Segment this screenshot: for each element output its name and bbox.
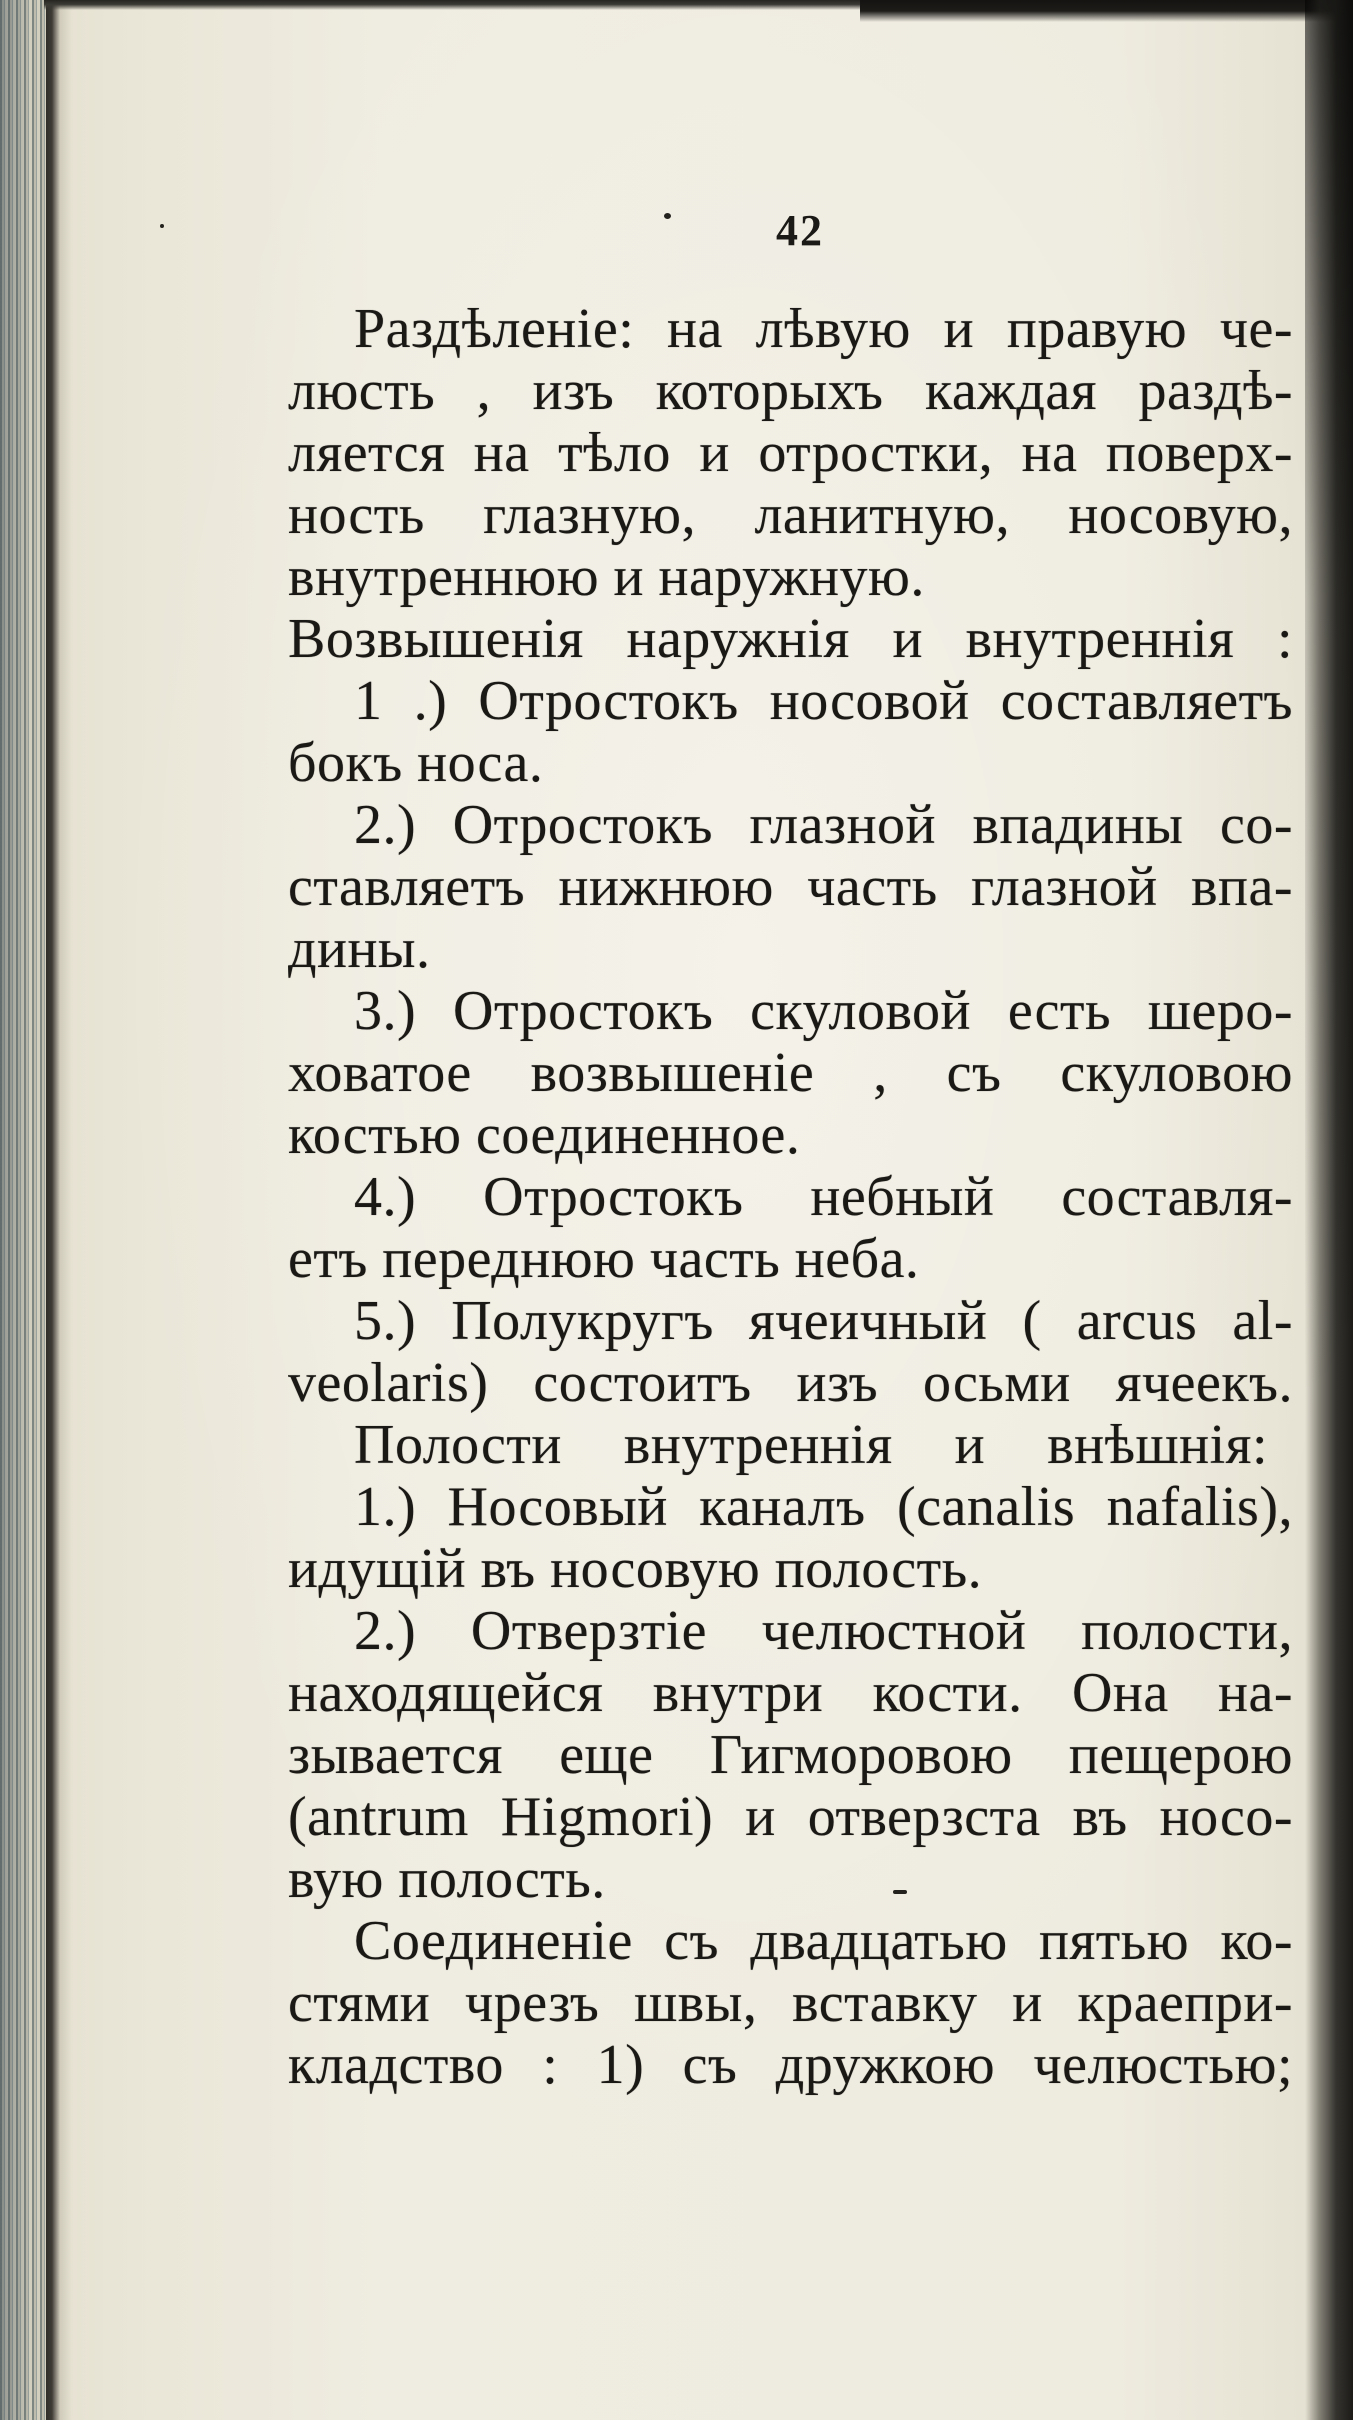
text-line: зывается еще Гигморовою пещерою bbox=[288, 1724, 1293, 1786]
text-line: 5.) Полукругъ ячеичный ( arcus al- bbox=[354, 1290, 1293, 1352]
text-line: ляется на тѣло и отростки, на поверх- bbox=[288, 422, 1293, 484]
page-stack-edge bbox=[0, 0, 50, 2420]
paragraph bbox=[288, 1600, 1293, 1910]
text-line: идущій въ носовую полость. bbox=[288, 1538, 983, 1600]
text-line: ность глазную, ланитную, носовую, bbox=[288, 484, 1293, 546]
text-line: находящейся внутри кости. Она на- bbox=[288, 1662, 1293, 1724]
text-line: Полости внутреннія и внѣшнія: bbox=[354, 1414, 1268, 1476]
text-line: 2.) Отверзтіе челюстной полости, bbox=[354, 1600, 1293, 1662]
ink-speck bbox=[160, 224, 164, 228]
paragraph bbox=[288, 1476, 1293, 1600]
text-line: 1 .) Отростокъ носовой составляетъ bbox=[354, 670, 1293, 732]
text-line: Раздѣленіе: на лѣвую и правую че- bbox=[354, 298, 1293, 360]
text-line: 2.) Отростокъ глазной впадины со- bbox=[354, 794, 1293, 856]
text-line: veolaris) состоитъ изъ осьми ячеекъ. bbox=[288, 1352, 1293, 1414]
right-edge-shadow bbox=[1305, 0, 1353, 2420]
text-line: (antrum Higmori) и отверзста въ носо- bbox=[288, 1786, 1293, 1848]
paragraph bbox=[288, 794, 1293, 980]
text-line: вую полость. bbox=[288, 1848, 606, 1910]
body-text bbox=[288, 298, 1293, 2096]
text-line: етъ переднюю часть неба. bbox=[288, 1228, 920, 1290]
subheading bbox=[288, 1414, 1293, 1476]
paragraph bbox=[288, 298, 1293, 608]
top-right-corner-shadow bbox=[860, 0, 1353, 22]
text-line: ховатое возвышеніе , съ скуловою bbox=[288, 1042, 1293, 1104]
text-line: кладство : 1) съ дружкою челюстью; bbox=[288, 2034, 1293, 2096]
paragraph bbox=[288, 1290, 1293, 1414]
page-number: 42 bbox=[776, 206, 824, 255]
ink-speck bbox=[664, 213, 671, 219]
text-line: дины. bbox=[288, 918, 431, 980]
text-line: стями чрезъ швы, вставку и краепри- bbox=[288, 1972, 1293, 2034]
text-line: 3.) Отростокъ скуловой есть шеро- bbox=[354, 980, 1293, 1042]
text-line: бокъ носа. bbox=[288, 732, 544, 794]
text-line: костью соединенное. bbox=[288, 1104, 801, 1166]
paragraph bbox=[288, 980, 1293, 1166]
paragraph bbox=[288, 670, 1293, 794]
text-line: ставляетъ нижнюю часть глазной впа- bbox=[288, 856, 1293, 918]
text-line: 1.) Носовый каналъ (canalis nafalis), bbox=[354, 1476, 1293, 1538]
text-line: Возвышенія наружнія и внутреннія : bbox=[288, 608, 1293, 670]
paragraph bbox=[288, 1910, 1293, 2096]
paragraph bbox=[288, 1166, 1293, 1290]
text-line: Соединеніе съ двадцатью пятью ко- bbox=[354, 1910, 1293, 1972]
subheading bbox=[288, 608, 1293, 670]
gutter-shadow bbox=[46, 0, 72, 2420]
text-line: люсть , изъ которыхъ каждая раздѣ- bbox=[288, 360, 1293, 422]
text-line: внутреннюю и наружную. bbox=[288, 546, 925, 608]
text-line: 4.) Отростокъ небный составля- bbox=[354, 1166, 1293, 1228]
